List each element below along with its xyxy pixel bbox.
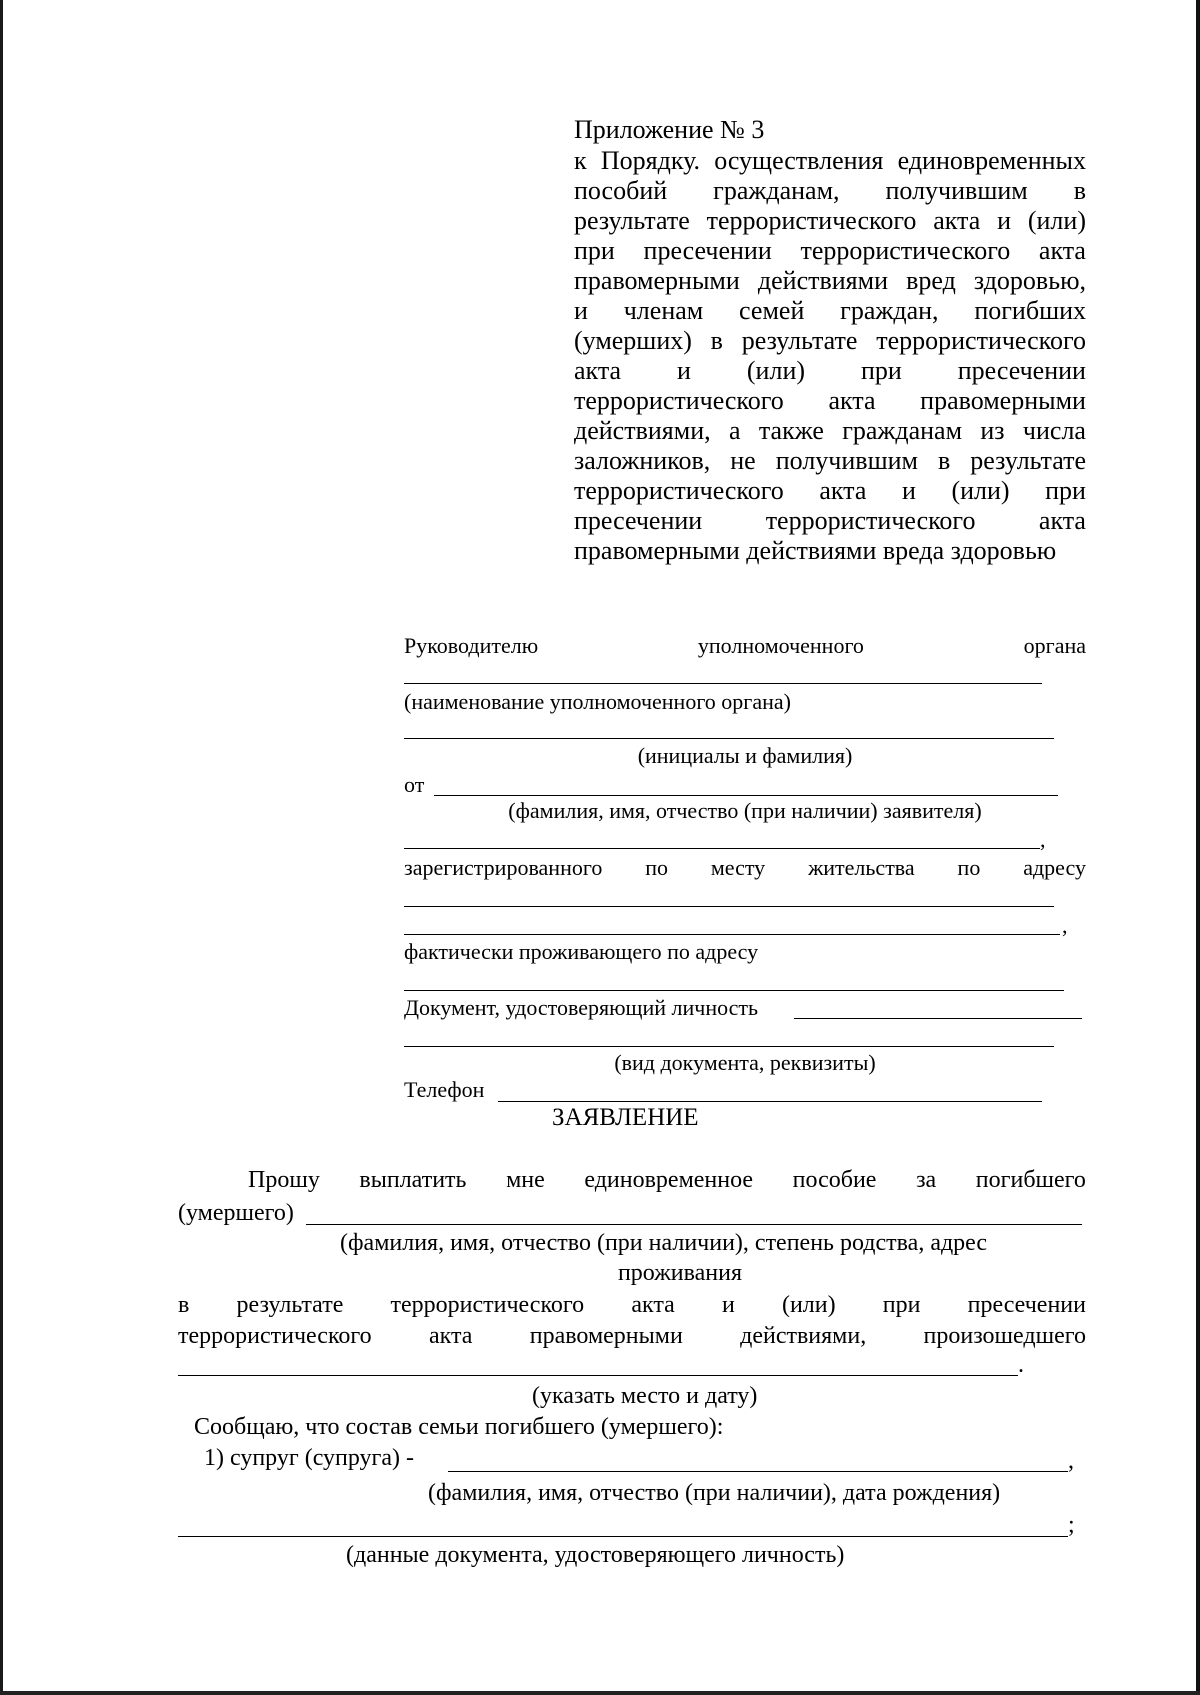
statement-line-2 [178,1290,1086,1320]
appendix-word: получившим [885,176,1028,205]
place-date-field[interactable] [178,1375,1018,1376]
comma: , [1062,913,1068,938]
statement-word: единовременное [584,1167,754,1193]
appendix-line [574,176,1086,206]
from-label: от [404,772,425,797]
appendix-word: акта [1038,506,1086,535]
registered-word: жительства [808,855,915,880]
appendix-word: в [710,326,723,355]
appendix-word: (или) [746,356,806,385]
appendix-word: граждан, [840,296,939,325]
statement-word: мне [506,1167,545,1193]
statement-word: погибшего [975,1167,1086,1193]
appendix-line [574,506,1086,536]
caption-document: (вид документа, реквизиты) [614,1050,876,1075]
appendix-line [574,236,1086,266]
statement-word: пособие [792,1167,877,1193]
appendix-word: заложников, [574,446,711,475]
registered-address-line [404,854,1086,882]
appendix-word: при [574,236,615,265]
appendix-word: результате [741,326,858,355]
statement-word: акта [631,1292,675,1318]
spouse-id-field[interactable] [178,1536,1068,1537]
appendix-word: а [728,416,741,445]
caption-initials: (инициалы и фамилия) [637,743,853,768]
appendix-word: результате [574,206,690,235]
appendix-word: гражданам [842,416,963,445]
appendix-word: акта [1038,236,1086,265]
appendix-word: правомерными [574,266,740,295]
appendix-word: акта [819,476,867,505]
appendix-word: террористического [800,236,1011,265]
scan-edge-right [1196,0,1200,1695]
statement-word: акта [428,1323,473,1349]
appendix-line [574,446,1086,476]
appendix-word: не [730,446,756,475]
statement-line-1 [248,1165,1086,1195]
actual-address-field[interactable] [404,990,1064,991]
spouse-field[interactable] [448,1471,1068,1472]
appendix-word: результате [970,446,1086,475]
actual-address-label: фактически проживающего по адресу [404,939,759,964]
appendix-word: членам [623,296,704,325]
appendix-word: пресечении [643,236,772,265]
caption-id-data: (данные документа, удостоверяющего личность) [346,1542,845,1568]
statement-word: террористического [178,1323,372,1349]
appendix-line [574,536,1086,566]
addressee-word: уполномоченного [697,633,864,658]
caption-organ: (наименование уполномоченного органа) [404,689,791,714]
addressee-to-line [404,632,1086,660]
appendix-word: акта [933,206,981,235]
appendix-line [574,296,1086,326]
appendix-word: террористического [876,326,1086,355]
appendix-word: в [1073,176,1086,205]
appendix-word: действиями, [574,416,711,445]
appendix-word: (или) [951,476,1010,505]
statement-word: в [178,1292,190,1318]
organ-name-field[interactable] [404,683,1042,684]
phone-field[interactable] [498,1101,1042,1102]
appendix-word: пособий [574,176,668,205]
appendix-word: правомерными действиями вреда здоровью [574,536,1057,565]
addressee-word: Руководителю [404,633,539,658]
period: . [1018,1352,1024,1378]
registered-address-field[interactable] [404,906,1054,907]
statement-word: при [882,1292,921,1318]
registered-word: по [645,855,668,880]
id-document-field[interactable] [794,1018,1082,1019]
caption-relative-2: проживания [617,1260,743,1286]
statement-word: за [916,1167,937,1193]
statement-word: и [721,1292,735,1318]
appendix-word: акта [574,356,622,385]
family-intro: Сообщаю, что состав семьи погибшего (умершего): [194,1414,724,1440]
appendix-word: также [758,416,824,445]
appendix-word: гражданам, [713,176,840,205]
statement-heading: ЗАЯВЛЕНИЕ [552,1104,699,1131]
appendix-word: к [574,146,587,175]
statement-word: действиями, [740,1323,867,1349]
caption-place-date: (указать место и дату) [532,1383,758,1409]
appendix-word: и [901,476,916,505]
appendix-word: террористического [706,206,917,235]
comma: , [1040,827,1046,852]
caption-applicant: (фамилия, имя, отчество (при наличии) заявителя) [508,798,982,823]
statement-word: Прошу [248,1167,320,1193]
appendix-line [574,266,1086,296]
comma: , [1068,1448,1074,1474]
appendix-word: вред [906,266,956,295]
head-initials-field[interactable] [404,738,1054,739]
appendix-line [574,146,1086,176]
appendix-text [574,146,1086,566]
appendix-line [574,356,1086,386]
statement-word: выплатить [359,1167,467,1193]
caption-relative-1: (фамилия, имя, отчество (при наличии), степень родства, адрес [340,1230,988,1256]
appendix-line [574,476,1086,506]
appendix-line [574,326,1086,356]
appendix-word: в [937,446,951,475]
scan-edge-bottom [0,1691,1200,1695]
appendix-word: осуществления [714,146,884,175]
appendix-word: пресечении [957,356,1086,385]
appendix-word: единовременных [897,146,1086,175]
id-document-cont-field[interactable] [404,1046,1054,1047]
appendix-word: террористического [765,506,976,535]
caption-spouse: (фамилия, имя, отчество (при наличии), дата рождения) [428,1480,1001,1506]
appendix-word: и [574,296,588,325]
appendix-word: действиями [757,266,889,295]
appendix-word: и [997,206,1012,235]
appendix-word: правомерными [920,386,1086,415]
appendix-word: погибших [974,296,1086,325]
id-document-label: Документ, удостоверяющий личность [404,995,759,1020]
appendix-word: здоровью, [973,266,1086,295]
statement-line-3 [178,1321,1086,1351]
statement-word: террористического [390,1292,585,1318]
appendix-word: (или) [1027,206,1086,235]
registered-word: месту [710,855,766,880]
appendix-word: пресечении [574,506,703,535]
statement-word: правомерными [529,1323,683,1349]
statement-word: пресечении [967,1292,1086,1318]
appendix-word: акта [828,386,876,415]
applicant-name-field[interactable] [434,795,1058,796]
applicant-name-cont-field[interactable] [404,848,1040,849]
appendix-word: получившим [775,446,918,475]
appendix-word: Порядку. [600,146,700,175]
appendix-line [574,416,1086,446]
registered-word: по [957,855,981,880]
appendix-word: при [1045,476,1086,505]
statement-word: результате [236,1292,344,1318]
statement-word: (или) [781,1292,836,1318]
appendix-word: семей [739,296,805,325]
appendix-word: и [677,356,691,385]
registered-word: зарегистрированного [404,855,603,880]
deceased-label: (умершего) [178,1200,294,1226]
addressee-word: органа [1023,633,1086,658]
statement-word: произошедшего [923,1323,1086,1349]
registered-address-cont-field[interactable] [404,934,1060,935]
appendix-title: Приложение № 3 [574,115,765,144]
appendix-word: террористического [574,386,784,415]
appendix-line [574,206,1086,236]
appendix-word: числа [1022,416,1086,445]
scan-edge-left [0,0,3,1695]
appendix-word: (умерших) [574,326,692,355]
spouse-label: 1) супруг (супруга) - [204,1445,415,1471]
phone-label: Телефон [404,1077,485,1102]
appendix-block [574,114,1086,566]
registered-word: адресу [1023,855,1086,880]
appendix-word: из [980,416,1005,445]
appendix-word: террористического [574,476,784,505]
deceased-details-field[interactable] [306,1224,1082,1225]
appendix-word: при [860,356,902,385]
appendix-line [574,386,1086,416]
semicolon: ; [1068,1512,1075,1538]
